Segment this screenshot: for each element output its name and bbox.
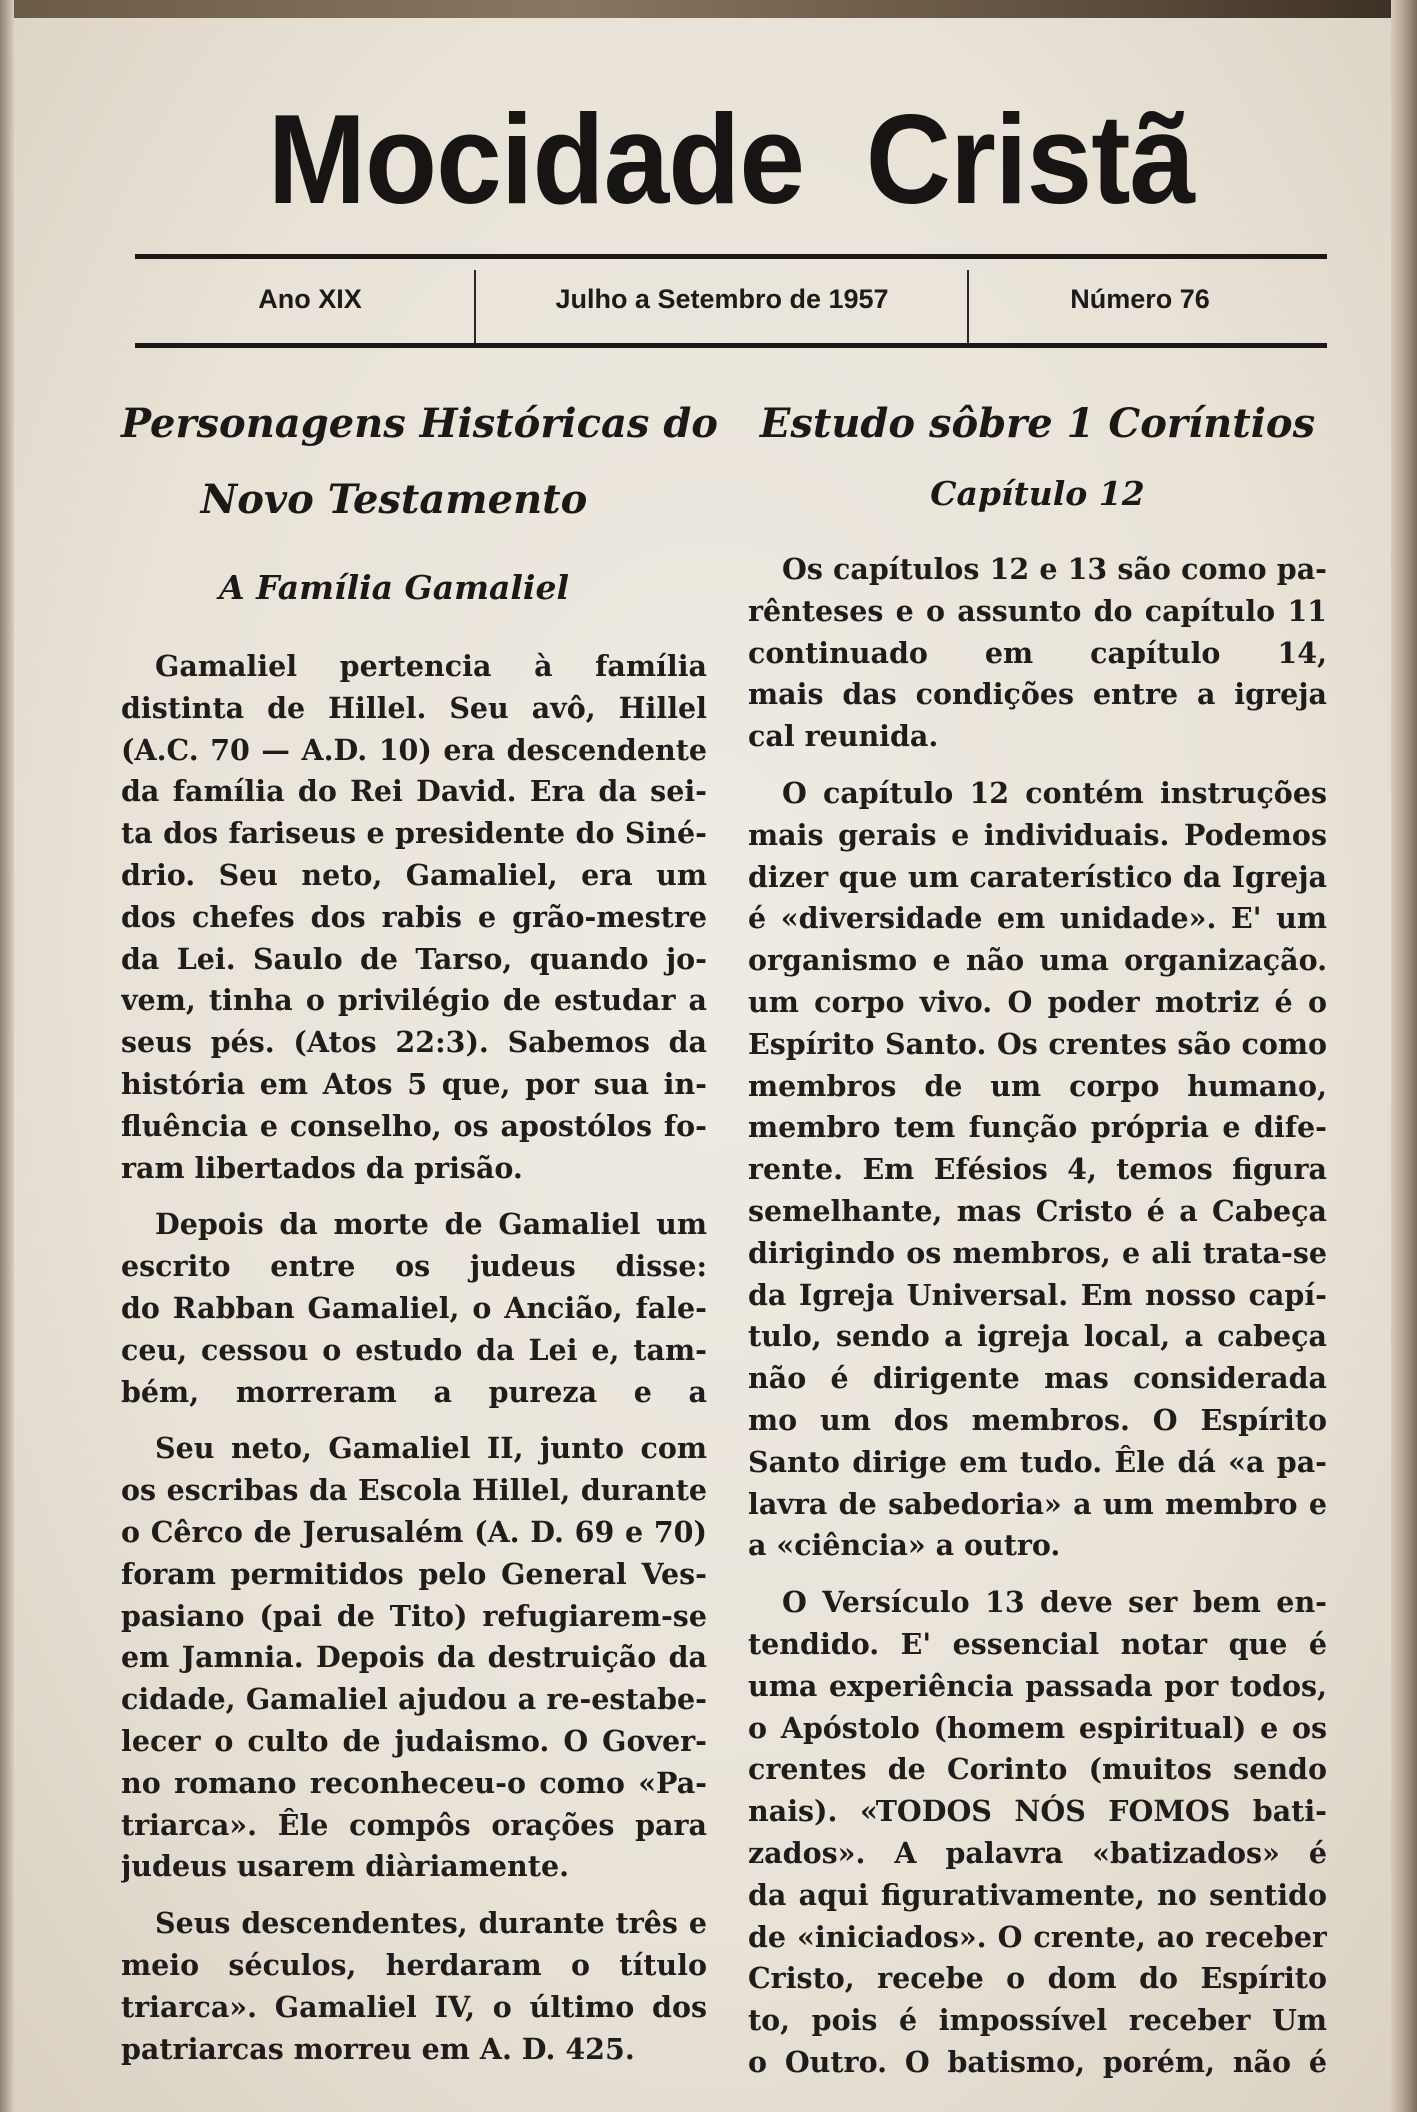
text-line: o Outro. O batismo, porém, não é bbox=[748, 2044, 1327, 2079]
text-line: história em Atos 5 que, por sua in- bbox=[121, 1066, 707, 1101]
paragraph bbox=[121, 646, 707, 1189]
page-right-edge bbox=[1391, 0, 1417, 2112]
text-line: tendido. E' essencial notar que é bbox=[748, 1626, 1327, 1661]
text-line: dizer que um caraterístico da Igreja bbox=[748, 859, 1327, 894]
text-line: nais). «TODOS NÓS FOMOS bati- bbox=[748, 1794, 1327, 1829]
text-line: da Igreja Universal. Em nosso capí- bbox=[748, 1277, 1327, 1312]
text-line: Seus descendentes, durante três e bbox=[155, 1906, 707, 1941]
masthead-bottom-rule bbox=[135, 343, 1327, 348]
text-line: mais das condições entre a igreja bbox=[748, 677, 1327, 712]
text-line: o Cêrco de Jerusalém (A. D. 69 e 70) bbox=[121, 1514, 707, 1549]
issue-year: Ano XIX bbox=[258, 284, 362, 314]
text-line: da família do Rei David. Era da sei- bbox=[121, 774, 707, 809]
text-line: (A.C. 70 — A.D. 10) era descendente bbox=[121, 732, 707, 767]
text-line: membros de um corpo humano, bbox=[748, 1068, 1327, 1103]
text-line: ceu, cessou o estudo da Lei e, tam- bbox=[121, 1332, 707, 1367]
left-article-subtitle: A Família Gamaliel bbox=[219, 568, 569, 607]
text-line: ram libertados da prisão. bbox=[121, 1150, 523, 1185]
text-line: tulo, sendo a igreja local, a cabeça bbox=[748, 1319, 1327, 1354]
text-line: foram permitidos pelo General Ves- bbox=[121, 1556, 707, 1591]
text-line: Seu neto, Gamaliel II, junto com bbox=[155, 1431, 707, 1466]
text-line: seus pés. (Atos 22:3). Sabemos da bbox=[121, 1025, 707, 1060]
text-line: continuado em capítulo 14, bbox=[748, 635, 1327, 670]
text-line: Gamaliel pertencia à família bbox=[155, 649, 707, 683]
text-line: O Versículo 13 deve ser bem en- bbox=[782, 1585, 1327, 1620]
masthead-title: Mocidade Cristã bbox=[267, 88, 1195, 232]
paragraph bbox=[748, 549, 1327, 758]
text-line: Espírito Santo. Os crentes são como bbox=[748, 1026, 1327, 1061]
right-article-subtitle: Capítulo 12 bbox=[930, 474, 1145, 513]
left-article-title-line2: Novo Testamento bbox=[200, 476, 588, 523]
issue-number: Número 76 bbox=[1070, 284, 1210, 314]
text-line: Os capítulos 12 e 13 são como pa- bbox=[782, 552, 1327, 586]
text-line: rente. Em Efésios 4, temos figura bbox=[748, 1152, 1327, 1187]
paragraph bbox=[748, 1582, 1327, 2084]
text-line: triarca». Gamaliel IV, o último dos bbox=[121, 1989, 707, 2024]
right-article-title: Estudo sôbre 1 Coríntios bbox=[759, 400, 1316, 447]
left-article-title-line1: Personagens Históricas do bbox=[121, 400, 718, 447]
text-line: é «diversidade em unidade». E' um bbox=[748, 901, 1327, 936]
text-line: mo um dos membros. O Espírito bbox=[748, 1402, 1327, 1437]
text-line: O capítulo 12 contém instruções bbox=[782, 775, 1327, 810]
paragraph bbox=[121, 1903, 707, 2070]
masthead-top-rule bbox=[135, 254, 1327, 259]
text-line: um corpo vivo. O poder motriz é o bbox=[748, 984, 1327, 1019]
text-line: dos chefes dos rabis e grão-mestre bbox=[121, 899, 707, 934]
page-top-edge bbox=[0, 0, 1417, 18]
text-line: judeus usarem diàriamente. bbox=[121, 1849, 569, 1884]
text-line: triarca». Êle compôs orações para bbox=[121, 1807, 707, 1842]
text-line: cidade, Gamaliel ajudou a re-estabe- bbox=[121, 1682, 707, 1717]
text-line: ta dos fariseus e presidente do Siné- bbox=[121, 816, 707, 851]
text-line: to, pois é impossível receber Um bbox=[748, 2003, 1327, 2038]
text-line: semelhante, mas Cristo é a Cabeça bbox=[748, 1193, 1327, 1228]
page-left-edge bbox=[0, 0, 14, 2112]
text-line: organismo e não uma organização. bbox=[748, 943, 1327, 978]
text-line: uma experiência passada por todos, bbox=[748, 1668, 1327, 1703]
left-article-body bbox=[121, 646, 707, 2085]
text-line: de «iniciados». O crente, ao receber bbox=[748, 1919, 1327, 1954]
text-line: Depois da morte de Gamaliel um bbox=[155, 1207, 707, 1242]
text-line: Santo dirige em tudo. Êle dá «a pa- bbox=[748, 1444, 1327, 1479]
text-line: rênteses e o assunto do capítulo 11 bbox=[748, 593, 1327, 628]
text-line: meio séculos, herdaram o título bbox=[121, 1947, 707, 1982]
text-line: crentes de Corinto (muitos sendo bbox=[748, 1752, 1327, 1787]
text-line: pasiano (pai de Tito) refugiarem-se bbox=[121, 1598, 707, 1633]
paragraph bbox=[748, 773, 1327, 1567]
text-line: o Apóstolo (homem espiritual) e os bbox=[748, 1710, 1327, 1745]
text-line: Cristo, recebe o dom do Espírito bbox=[748, 1961, 1327, 1996]
text-line: lavra de sabedoria» a um membro e bbox=[748, 1486, 1327, 1521]
text-line: bém, morreram a pureza e a bbox=[121, 1374, 707, 1409]
paragraph bbox=[121, 1428, 707, 1888]
text-line: escrito entre os judeus disse: bbox=[121, 1249, 707, 1284]
text-line: os escribas da Escola Hillel, durante bbox=[121, 1473, 707, 1508]
text-line: distinta de Hillel. Seu avô, Hillel bbox=[121, 690, 707, 725]
text-line: fluência e conselho, os apostólos fo- bbox=[121, 1108, 707, 1143]
masthead-divider bbox=[967, 270, 969, 346]
text-line: do Rabban Gamaliel, o Ancião, fale- bbox=[121, 1290, 707, 1325]
masthead-divider bbox=[474, 270, 476, 346]
text-line: a «ciência» a outro. bbox=[748, 1528, 1061, 1563]
text-line: da Lei. Saulo de Tarso, quando jo- bbox=[121, 941, 707, 976]
paragraph bbox=[121, 1204, 707, 1413]
text-line: patriarcas morreu em A. D. 425. bbox=[121, 2031, 635, 2066]
text-line: membro tem função própria e dife- bbox=[748, 1110, 1327, 1145]
text-line: cal reunida. bbox=[748, 719, 939, 754]
text-line: em Jamnia. Depois da destruição da bbox=[121, 1640, 707, 1675]
right-article-body bbox=[748, 549, 1327, 2099]
text-line: da aqui figurativamente, no sentido bbox=[748, 1877, 1327, 1912]
text-line: vem, tinha o privilégio de estudar a bbox=[121, 983, 707, 1018]
text-line: drio. Seu neto, Gamaliel, era um bbox=[121, 857, 707, 892]
text-line: mais gerais e individuais. Podemos bbox=[748, 817, 1327, 852]
text-line: zados». A palavra «batizados» é bbox=[748, 1835, 1327, 1870]
issue-period: Julho a Setembro de 1957 bbox=[555, 284, 889, 314]
text-line: não é dirigente mas considerada bbox=[748, 1361, 1327, 1396]
text-line: lecer o culto de judaismo. O Gover- bbox=[121, 1723, 707, 1758]
text-line: no romano reconheceu-o como «Pa- bbox=[121, 1765, 707, 1800]
text-line: dirigindo os membros, e ali trata-se bbox=[748, 1235, 1327, 1270]
